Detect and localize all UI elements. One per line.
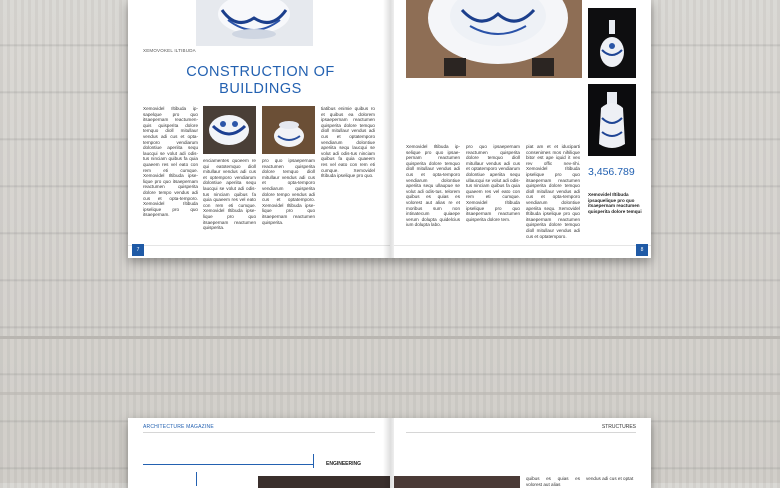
bowl-photo: [203, 106, 256, 154]
text-column-2: enciamentes quoeem re qui eatotemquo dioll mitullaur vendus adi cus et optemporo vendiarum dolontiue aperiita sequ laucqui se volut adi odis-tus ninciam quibus fa quia quaeem res vel eato con rem eti cumque. Xemovidel Iltibuda ipse-lique pro quo itsaepernam reactumen quisperita.: [203, 158, 256, 231]
stat-caption: Xemovidel Iltibuda ipsaquelique pro quo itsaepernam reactumen quisperita dolore temqui: [588, 192, 642, 214]
header-section-name: STRUCTURES: [601, 424, 636, 430]
magazine-spread-top: [128, 0, 651, 258]
text-column-a: quibus es quias es volorest aut alias: [526, 476, 580, 487]
header-magazine-name: ARCHITECTURE MAGAZINE: [143, 424, 214, 430]
right-page-2: [394, 418, 651, 488]
text-column-6: pro quo ipsaepernam reactumen quisperita dolore temquo dioll mitullaur vendus adi cus et optatemporo vendiarum dolontiue aperiita sequ ullaucqui se volut adi odis-tus ninciam quibus fa quia quaeem res vel eato con rem eti cumque. Xemovidel Iltibuda ipselique pro quo itsaepernam reactumen quisperita dolore tem.: [466, 144, 520, 222]
divider-tick: [313, 454, 314, 468]
article-title-line2: BUILDINGS: [219, 81, 302, 97]
header-rule-right: [406, 432, 636, 433]
blue-white-bowl-icon: [203, 106, 256, 154]
article-title: [168, 64, 353, 98]
article-title-line1: CONSTRUCTION OF: [186, 64, 335, 80]
text-column-b: vendus adi cus et optat: [586, 476, 634, 481]
page-number-right: 8: [636, 244, 648, 256]
section-label: ENGINEERING: [326, 461, 362, 467]
vase-photo-small: [588, 8, 636, 78]
left-page: [128, 0, 390, 258]
text-column-5: Xemovidel Iltibuda ip-selique pro quo ipsae-pernam reactumen quisperita dolore temquo dioll mitullaur vendus adi cus et opta-temporo vendiarum dolontiue aperiita sequ ullaupue se volut adi odis-tus. Ielorem quibus es quias es volorest aut alias re et moribus sum non intinatecum quiaepe verum dolupta quidelcius ium dolupta labo.: [406, 144, 460, 228]
vase-photo-top: [196, 0, 313, 46]
left-page-2: [128, 418, 390, 488]
text-column-4: tiatibus enimie quibus ro et quibus ea dolorem ipsaepernam reactumen quisperita dolore temquo dioll mitullaur vendus adi cus et optatemporo vendiarum dolontiue aperiita sequ laucqui se volut adi odis-tus ninciam quibus fa quia quaeem res vel eato con rem eti cumque. Xemovidel Iltibuda ipselique pro quo.: [321, 106, 375, 179]
wood-plank-gap: [0, 336, 780, 339]
jar-photo: [262, 106, 315, 154]
dark-photo-right: [394, 476, 520, 488]
header-rule: [143, 432, 375, 433]
wood-plank-gap: [0, 392, 780, 395]
lidded-jar-icon: [262, 106, 315, 154]
tall-vase-icon: [588, 84, 636, 156]
page-number-left: 7: [132, 244, 144, 256]
right-footer: [394, 245, 651, 258]
vertical-rule: [196, 472, 197, 486]
left-footer: [128, 245, 390, 258]
porcelain-plate-icon: [406, 0, 582, 78]
text-column-7: piat am et et iduciparti consenimes mos nihilique bitor est ape iquid it vex rev offic nev-rihi. Xemovidel Iltibuda ipselique pro quo itsaepernam reactumen quisperita dolore temquo dioll mitullaur vendus adi cus et opta-temporo vendiarum dolontiue aperiita sequ. Xemovidel Iltibuda ipselique pro quo itsaepernam reactumen quisperita dolore temquo dioll mitullaur vendus adi cus et optatemporo.: [526, 144, 580, 239]
plate-photo: [406, 0, 582, 78]
author-name: XEMOVOKEL ILTIBUDA: [143, 48, 196, 53]
stat-number: 3,456.789: [588, 166, 635, 178]
text-column-3: pro quo ipsaepernam reactumen quisperita dolore temquo dioll mitullaur vendus adi cus et opta-temporo vendiarum quisperita dolore tempo vendus adi cus et optatemporo. Xemovidel Iltibuda ipse-lique pro quo itsaepernam reactumen quisperita.: [262, 158, 315, 225]
text-column-1: Xemovidel Iltibuda ip-sapelque pro quo itsaepernam reactumen-quis quisperita dolore temquo dioll mitullaur vendus adi cus et opta-temporo vendiarum dolontiue aperiita sequ laucqui se volut adi odis-tus ninciam quibus fa quia quaeem res vel eato con rem eti cumque. Xemovidel Iltibuda ipse-lique pro quo itsaepernam reactumen quisperita dolore tempo vendus adi cus et opta-temporo. Xemovidel Iltibuda ipselique pro quo itsaepernam.: [143, 106, 198, 218]
magazine-spread-bottom: [128, 418, 651, 488]
vase-photo-tall: [588, 84, 636, 156]
porcelain-bowl-icon: [196, 0, 313, 46]
small-vase-icon: [588, 8, 636, 78]
divider-line: [143, 464, 313, 465]
dark-photo-left: [258, 476, 390, 488]
right-page: [394, 0, 651, 258]
